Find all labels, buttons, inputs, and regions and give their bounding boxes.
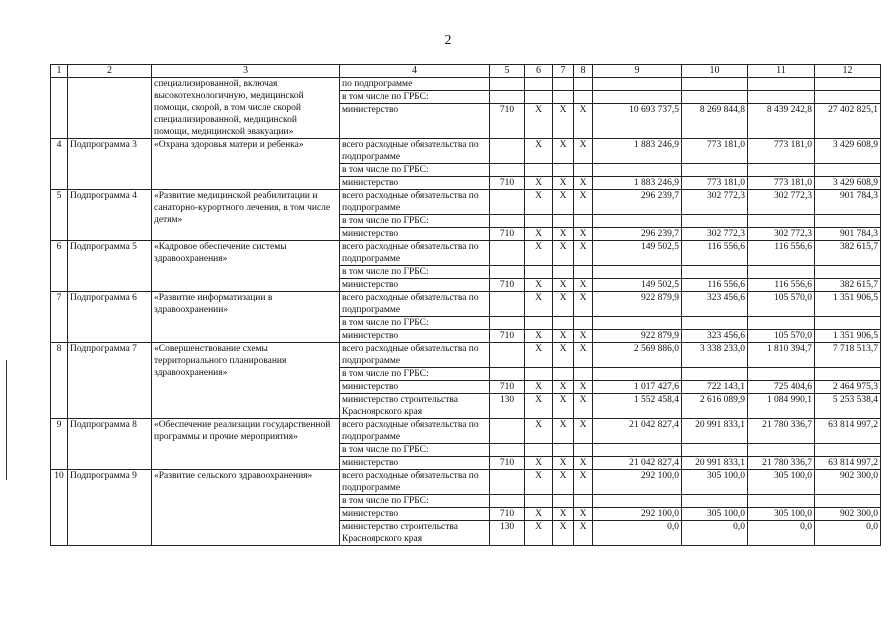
x-mark: Х (525, 228, 553, 241)
table-cell (815, 495, 881, 508)
x-mark: Х (574, 508, 593, 521)
x-mark: Х (553, 508, 574, 521)
page-number: 2 (444, 33, 452, 48)
grbs-code: 710 (490, 279, 525, 292)
subprogram-description: «Развитие медицинской реабилитации и санаторно-курортного лечения, в том числе детям» (152, 190, 340, 241)
value-cell: 1 017 427,6 (593, 381, 682, 394)
table-cell (593, 91, 682, 104)
x-mark: Х (525, 177, 553, 190)
value-cell: 2 464 975,3 (815, 381, 881, 394)
column-number: 9 (593, 65, 682, 78)
x-mark: Х (525, 470, 553, 495)
table-cell (682, 91, 748, 104)
value-cell: 292 100,0 (593, 508, 682, 521)
table-cell (682, 495, 748, 508)
table-cell (490, 241, 525, 266)
row-label: министерство строительства Красноярского края (340, 394, 490, 419)
x-mark: Х (553, 330, 574, 343)
row-label: всего расходные обязательства по подпрограмме (340, 139, 490, 164)
row-label: по подпрограмме (340, 78, 490, 91)
x-mark: Х (574, 139, 593, 164)
value-cell: 63 814 997,2 (815, 457, 881, 470)
x-mark: Х (574, 104, 593, 139)
table-body (51, 65, 881, 546)
table-cell (593, 78, 682, 91)
description-line: высокотехнологичную, медицинской (154, 91, 304, 101)
subprogram-name: Подпрограмма 9 (68, 470, 152, 546)
row-label: в том числе по ГРБС: (340, 266, 490, 279)
table-cell (68, 78, 152, 139)
x-mark: Х (574, 343, 593, 368)
value-cell: 21 780 336,7 (748, 457, 815, 470)
value-cell: 3 338 233,0 (682, 343, 748, 368)
value-cell: 902 300,0 (815, 470, 881, 495)
table-cell (553, 495, 574, 508)
x-mark: Х (525, 190, 553, 215)
x-mark: Х (553, 190, 574, 215)
description-line: специализированной, включая (154, 79, 278, 89)
table-cell (490, 343, 525, 368)
grbs-code: 710 (490, 330, 525, 343)
table-cell (490, 78, 525, 91)
value-cell: 1 883 246,9 (593, 139, 682, 164)
x-mark: Х (553, 139, 574, 164)
x-mark: Х (574, 177, 593, 190)
table-cell (574, 368, 593, 381)
row-label: министерство (340, 228, 490, 241)
row-number: 9 (51, 419, 68, 470)
row-label: всего расходные обязательства по подпрограмме (340, 419, 490, 444)
subprogram-name: Подпрограмма 3 (68, 139, 152, 190)
subprogram-description: «Развитие информатизации в здравоохранении» (152, 292, 340, 343)
value-cell: 292 100,0 (593, 470, 682, 495)
table-cell (815, 215, 881, 228)
x-mark: Х (525, 394, 553, 419)
x-mark: Х (574, 241, 593, 266)
x-mark: Х (553, 292, 574, 317)
row-label: в том числе по ГРБС: (340, 444, 490, 457)
table-cell (490, 495, 525, 508)
row-label: министерство (340, 279, 490, 292)
table-cell (490, 139, 525, 164)
row-number: 8 (51, 343, 68, 419)
table-cell (490, 91, 525, 104)
table-cell (525, 91, 553, 104)
table-cell (682, 78, 748, 91)
row-label: в том числе по ГРБС: (340, 91, 490, 104)
table-cell (682, 215, 748, 228)
x-mark: Х (574, 190, 593, 215)
table-cell (553, 368, 574, 381)
column-number: 7 (553, 65, 574, 78)
table-cell (490, 444, 525, 457)
table-cell (748, 495, 815, 508)
x-mark: Х (553, 343, 574, 368)
grbs-code: 710 (490, 457, 525, 470)
table-cell (525, 495, 553, 508)
table-cell (682, 266, 748, 279)
row-label: в том числе по ГРБС: (340, 215, 490, 228)
subprogram-description (152, 78, 340, 139)
table-cell (593, 266, 682, 279)
x-mark: Х (525, 508, 553, 521)
x-mark: Х (553, 419, 574, 444)
value-cell: 305 100,0 (748, 470, 815, 495)
table-cell (815, 78, 881, 91)
row-label: министерство (340, 457, 490, 470)
row-label: всего расходные обязательства по подпрограмме (340, 241, 490, 266)
x-mark: Х (553, 457, 574, 470)
value-cell: 20 991 833,1 (682, 457, 748, 470)
table-cell (574, 317, 593, 330)
x-mark: Х (525, 241, 553, 266)
value-cell: 382 615,7 (815, 279, 881, 292)
table-cell (525, 78, 553, 91)
x-mark: Х (574, 470, 593, 495)
row-number: 5 (51, 190, 68, 241)
grbs-code: 710 (490, 104, 525, 139)
table-cell (748, 444, 815, 457)
value-cell: 773 181,0 (682, 139, 748, 164)
value-cell: 8 269 844,8 (682, 104, 748, 139)
x-mark: Х (525, 139, 553, 164)
grbs-code: 710 (490, 177, 525, 190)
row-number: 4 (51, 139, 68, 190)
margin-mark (6, 360, 7, 480)
row-label: министерство (340, 104, 490, 139)
table-cell (574, 266, 593, 279)
table-cell (593, 444, 682, 457)
row-number: 6 (51, 241, 68, 292)
table-cell (682, 368, 748, 381)
table-cell (490, 266, 525, 279)
value-cell: 116 556,6 (682, 241, 748, 266)
x-mark: Х (574, 330, 593, 343)
value-cell: 1 883 246,9 (593, 177, 682, 190)
value-cell: 305 100,0 (748, 508, 815, 521)
value-cell: 922 879,9 (593, 330, 682, 343)
value-cell: 901 784,3 (815, 190, 881, 215)
subprogram-name: Подпрограмма 8 (68, 419, 152, 470)
value-cell: 10 693 737,5 (593, 104, 682, 139)
row-label: в том числе по ГРБС: (340, 495, 490, 508)
value-cell: 922 879,9 (593, 292, 682, 317)
column-number: 1 (51, 65, 68, 78)
column-number: 10 (682, 65, 748, 78)
column-number: 5 (490, 65, 525, 78)
value-cell: 302 772,3 (748, 228, 815, 241)
value-cell: 116 556,6 (748, 241, 815, 266)
subprogram-description: «Охрана здоровья матери и ребенка» (152, 139, 340, 190)
value-cell: 1 351 906,5 (815, 292, 881, 317)
value-cell: 323 456,6 (682, 330, 748, 343)
value-cell: 105 570,0 (748, 292, 815, 317)
x-mark: Х (553, 177, 574, 190)
table-cell (525, 368, 553, 381)
x-mark: Х (525, 457, 553, 470)
table-cell (748, 317, 815, 330)
row-label: министерство строительства Красноярского края (340, 521, 490, 546)
value-cell: 21 042 827,4 (593, 457, 682, 470)
x-mark: Х (553, 228, 574, 241)
column-number: 11 (748, 65, 815, 78)
subprogram-name: Подпрограмма 6 (68, 292, 152, 343)
x-mark: Х (525, 419, 553, 444)
table-cell (682, 444, 748, 457)
x-mark: Х (525, 279, 553, 292)
value-cell: 1 084 990,1 (748, 394, 815, 419)
row-label: всего расходные обязательства по подпрограмме (340, 292, 490, 317)
value-cell: 5 253 538,4 (815, 394, 881, 419)
value-cell: 8 439 242,8 (748, 104, 815, 139)
table-cell (525, 215, 553, 228)
x-mark: Х (574, 228, 593, 241)
value-cell: 305 100,0 (682, 470, 748, 495)
table-cell (682, 164, 748, 177)
x-mark: Х (574, 457, 593, 470)
description-line: помощи, медицинской эвакуации» (154, 127, 294, 137)
table-cell (815, 368, 881, 381)
table-cell (815, 164, 881, 177)
table-cell (490, 292, 525, 317)
description-line: специализированной, медицинской (154, 115, 297, 125)
value-cell: 116 556,6 (748, 279, 815, 292)
value-cell: 302 772,3 (682, 190, 748, 215)
grbs-code: 710 (490, 228, 525, 241)
row-label: всего расходные обязательства по подпрограмме (340, 190, 490, 215)
x-mark: Х (525, 343, 553, 368)
x-mark: Х (525, 521, 553, 546)
table-cell (553, 444, 574, 457)
table-cell (490, 215, 525, 228)
x-mark: Х (553, 381, 574, 394)
description-line: помощи, скорой, в том числе скорой (154, 103, 301, 113)
value-cell: 21 042 827,4 (593, 419, 682, 444)
row-label: всего расходные обязательства по подпрограмме (340, 470, 490, 495)
column-number: 2 (68, 65, 152, 78)
value-cell: 3 429 608,9 (815, 177, 881, 190)
value-cell: 305 100,0 (682, 508, 748, 521)
table-cell (553, 78, 574, 91)
continuation-row (51, 78, 881, 91)
table-cell (525, 164, 553, 177)
x-mark: Х (525, 104, 553, 139)
table-cell (748, 266, 815, 279)
table-cell (490, 190, 525, 215)
table-cell (574, 215, 593, 228)
table-cell (748, 215, 815, 228)
table-cell (815, 266, 881, 279)
table-cell (748, 78, 815, 91)
value-cell: 901 784,3 (815, 228, 881, 241)
column-number: 12 (815, 65, 881, 78)
subprogram-description: «Обеспечение реализации государственной программы и прочие мероприятия» (152, 419, 340, 470)
table-cell (490, 368, 525, 381)
value-cell: 2 569 886,0 (593, 343, 682, 368)
x-mark: Х (553, 104, 574, 139)
table-cell (574, 91, 593, 104)
column-number: 6 (525, 65, 553, 78)
value-cell: 902 300,0 (815, 508, 881, 521)
x-mark: Х (574, 279, 593, 292)
table-cell (593, 495, 682, 508)
x-mark: Х (553, 521, 574, 546)
table-cell (51, 78, 68, 139)
value-cell: 21 780 336,7 (748, 419, 815, 444)
x-mark: Х (525, 381, 553, 394)
table-cell (553, 215, 574, 228)
row-number: 7 (51, 292, 68, 343)
subprogram-description: «Развитие сельского здравоохранения» (152, 470, 340, 546)
row-label: в том числе по ГРБС: (340, 368, 490, 381)
x-mark: Х (553, 394, 574, 419)
value-cell: 1 351 906,5 (815, 330, 881, 343)
table-cell (748, 164, 815, 177)
column-number: 3 (152, 65, 340, 78)
value-cell: 725 404,6 (748, 381, 815, 394)
value-cell: 0,0 (682, 521, 748, 546)
value-cell: 20 991 833,1 (682, 419, 748, 444)
table-cell (490, 470, 525, 495)
row-label: министерство (340, 508, 490, 521)
table-cell (574, 444, 593, 457)
value-cell: 1 810 394,7 (748, 343, 815, 368)
value-cell: 63 814 997,2 (815, 419, 881, 444)
table-cell (490, 317, 525, 330)
table-cell (525, 444, 553, 457)
value-cell: 773 181,0 (748, 139, 815, 164)
value-cell: 296 239,7 (593, 190, 682, 215)
table-cell (815, 444, 881, 457)
value-cell: 302 772,3 (682, 228, 748, 241)
value-cell: 773 181,0 (682, 177, 748, 190)
value-cell: 773 181,0 (748, 177, 815, 190)
grbs-code: 130 (490, 521, 525, 546)
value-cell: 722 143,1 (682, 381, 748, 394)
x-mark: Х (553, 241, 574, 266)
subprogram-name: Подпрограмма 4 (68, 190, 152, 241)
table-cell (525, 266, 553, 279)
table-cell (553, 317, 574, 330)
table-cell (748, 91, 815, 104)
x-mark: Х (574, 394, 593, 419)
value-cell: 1 552 458,4 (593, 394, 682, 419)
header-row (51, 65, 881, 78)
table-cell (593, 215, 682, 228)
x-mark: Х (574, 292, 593, 317)
value-cell: 2 616 089,9 (682, 394, 748, 419)
value-cell: 105 570,0 (748, 330, 815, 343)
row-number: 10 (51, 470, 68, 546)
table-cell (553, 266, 574, 279)
row-label: министерство (340, 330, 490, 343)
value-cell: 0,0 (748, 521, 815, 546)
x-mark: Х (574, 419, 593, 444)
table-cell (574, 495, 593, 508)
grbs-code: 710 (490, 508, 525, 521)
grbs-code: 710 (490, 381, 525, 394)
value-cell: 0,0 (815, 521, 881, 546)
row-label: в том числе по ГРБС: (340, 317, 490, 330)
x-mark: Х (574, 381, 593, 394)
x-mark: Х (525, 292, 553, 317)
budget-table (50, 64, 881, 546)
x-mark: Х (553, 470, 574, 495)
x-mark: Х (553, 279, 574, 292)
table-cell (490, 164, 525, 177)
value-cell: 3 429 608,9 (815, 139, 881, 164)
table-cell (815, 317, 881, 330)
table-cell (553, 164, 574, 177)
row-label: в том числе по ГРБС: (340, 164, 490, 177)
table-cell (490, 419, 525, 444)
table-cell (553, 91, 574, 104)
value-cell: 7 718 513,7 (815, 343, 881, 368)
column-number: 4 (340, 65, 490, 78)
value-cell: 382 615,7 (815, 241, 881, 266)
table-cell (574, 164, 593, 177)
value-cell: 27 402 825,1 (815, 104, 881, 139)
value-cell: 302 772,3 (748, 190, 815, 215)
subprogram-name: Подпрограмма 5 (68, 241, 152, 292)
table-cell (593, 164, 682, 177)
table-cell (748, 368, 815, 381)
subprogram-description: «Кадровое обеспечение системы здравоохранения» (152, 241, 340, 292)
table-cell (593, 317, 682, 330)
table-cell (682, 317, 748, 330)
value-cell: 323 456,6 (682, 292, 748, 317)
table-cell (574, 78, 593, 91)
value-cell: 116 556,6 (682, 279, 748, 292)
value-cell: 0,0 (593, 521, 682, 546)
subprogram-name: Подпрограмма 7 (68, 343, 152, 419)
row-label: министерство (340, 381, 490, 394)
row-label: министерство (340, 177, 490, 190)
value-cell: 149 502,5 (593, 279, 682, 292)
value-cell: 296 239,7 (593, 228, 682, 241)
column-number: 8 (574, 65, 593, 78)
value-cell: 149 502,5 (593, 241, 682, 266)
grbs-code: 130 (490, 394, 525, 419)
x-mark: Х (574, 521, 593, 546)
row-label: всего расходные обязательства по подпрограмме (340, 343, 490, 368)
table-cell (593, 368, 682, 381)
x-mark: Х (525, 330, 553, 343)
table-cell (815, 91, 881, 104)
subprogram-description: «Совершенствование схемы территориального планирования здравоохранения» (152, 343, 340, 419)
table-cell (525, 317, 553, 330)
